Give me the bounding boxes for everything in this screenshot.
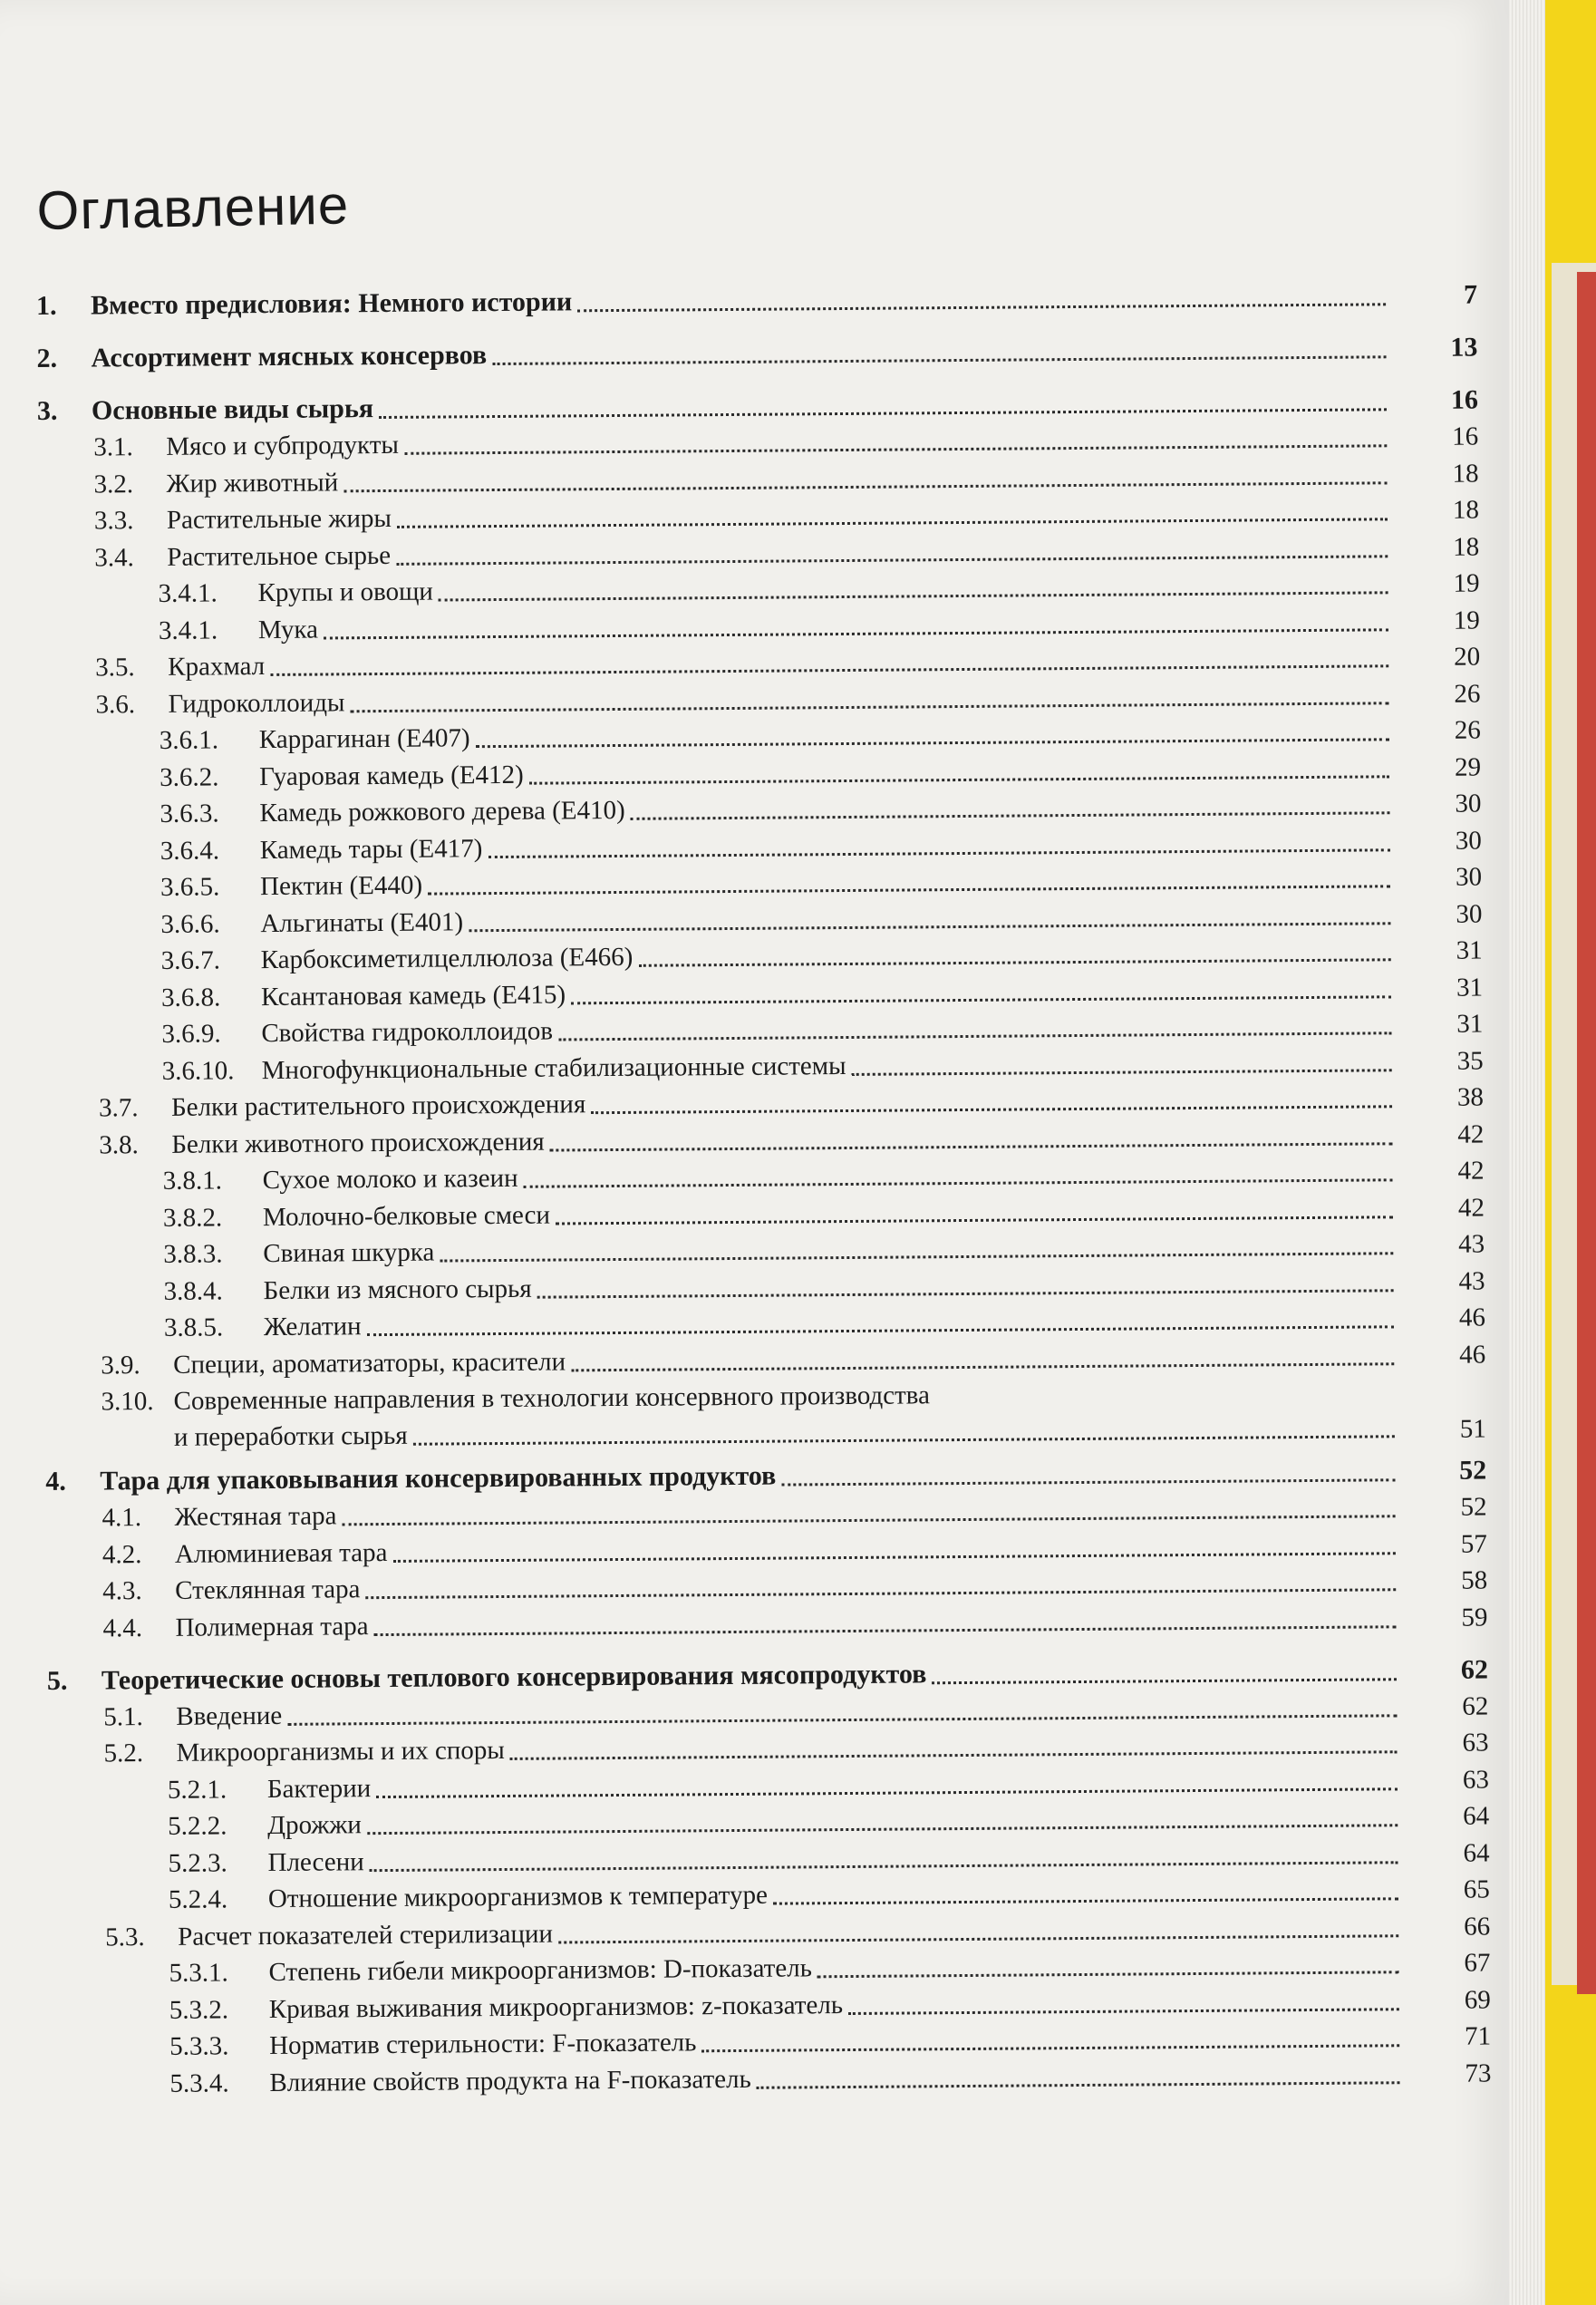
- toc-entry-number: 3.: [36, 395, 58, 426]
- toc-entry-title: Вместо предисловия: Немного истории: [90, 286, 573, 321]
- toc-entry-title: Пектин (Е440): [259, 870, 423, 902]
- dot-leader: [550, 1142, 1393, 1151]
- toc-entry-page-number: 64: [1463, 1801, 1490, 1831]
- toc-entry-title: Многофункциональные стабилизационные системы: [261, 1051, 846, 1085]
- toc-entry-number: 4.3.: [102, 1576, 142, 1606]
- toc-entry-page-number: 65: [1463, 1874, 1490, 1904]
- toc-entry-page-number: 35: [1456, 1045, 1484, 1076]
- dot-leader: [817, 1971, 1399, 1978]
- toc-entry-number: 5.3.1.: [169, 1958, 228, 1988]
- toc-entry-title: Камедь тары (Е417): [259, 833, 483, 865]
- dot-leader: [577, 303, 1386, 312]
- toc-entry-number: 3.5.: [95, 653, 135, 683]
- toc-entry-page-number: 69: [1464, 1984, 1491, 2015]
- toc-entry-page-number: 66: [1464, 1911, 1491, 1942]
- toc-entry-page-number: 57: [1460, 1528, 1487, 1559]
- toc-entry-title: Ассортимент мясных консервов: [91, 340, 488, 373]
- dot-leader: [492, 355, 1386, 365]
- toc-entry-page-number: 62: [1460, 1653, 1489, 1685]
- dot-leader: [370, 1861, 1398, 1872]
- toc-entry-number: 5.3.4.: [169, 2068, 229, 2098]
- toc-entry-number: 3.2.: [93, 469, 134, 499]
- toc-entry-page-number: 18: [1452, 459, 1479, 489]
- toc-entry-number: 3.6.3.: [160, 799, 219, 828]
- toc-entry[interactable]: [36, 330, 1478, 377]
- dot-leader: [757, 2081, 1400, 2089]
- toc-entry-page-number: 13: [1450, 332, 1478, 363]
- dot-leader: [638, 958, 1390, 967]
- toc-entry-number: 3.6.9.: [161, 1019, 221, 1049]
- toc-entry-number: 3.8.: [99, 1129, 139, 1159]
- toc-entry-page-number: 63: [1462, 1728, 1489, 1758]
- toc-entry-number: 4.1.: [102, 1503, 142, 1533]
- dot-leader: [342, 1515, 1395, 1525]
- dot-leader: [397, 518, 1388, 528]
- next-book-stripe: [1577, 272, 1596, 1994]
- dot-leader: [287, 1714, 1397, 1726]
- toc-entry-title: Тара для упаковывания консервированных продуктов: [100, 1460, 777, 1496]
- toc-entry-number: 3.6.5.: [160, 872, 220, 902]
- toc-entry-title: Крахмал: [168, 652, 266, 682]
- dot-leader: [476, 738, 1389, 748]
- toc-entry-title: Свиная шкурка: [263, 1237, 435, 1269]
- toc-entry-number: 5.3.: [105, 1922, 145, 1952]
- toc-entry-number: 5.2.4.: [168, 1884, 228, 1914]
- toc-entry-title: Основные виды сырья: [91, 393, 374, 426]
- dot-leader: [558, 1934, 1398, 1943]
- toc-entry-number: 3.4.: [94, 542, 134, 573]
- toc-entry-page-number: 42: [1457, 1156, 1485, 1186]
- dot-leader: [932, 1678, 1397, 1684]
- dot-leader: [376, 1787, 1398, 1798]
- dot-leader: [537, 1289, 1394, 1298]
- toc-entry-number: 3.6.1.: [159, 725, 219, 755]
- toc-entry-title: Мука: [257, 615, 319, 644]
- toc-entry-page-number: 67: [1464, 1948, 1491, 1978]
- dot-leader: [270, 664, 1388, 676]
- toc-entry-page-number: 18: [1453, 532, 1480, 562]
- toc-entry-title: Крупы и овощи: [257, 576, 434, 608]
- toc-entry-page-number: 29: [1454, 751, 1482, 782]
- toc-entry-number: 5.3.3.: [169, 2031, 229, 2061]
- toc-entry-title: Камедь рожкового дерева (Е410): [259, 795, 625, 828]
- toc-entry-page-number: 43: [1458, 1265, 1485, 1296]
- toc-entry-number: 3.6.4.: [160, 835, 220, 866]
- toc-entry-title: Желатин: [263, 1312, 362, 1342]
- dot-leader: [510, 1750, 1398, 1760]
- toc-entry-title: Расчет показателей стерилизации: [178, 1919, 554, 1952]
- dot-leader: [524, 1178, 1393, 1188]
- toc-entry-title: Бактерии: [266, 1773, 372, 1804]
- toc-entry-title: Сухое молоко и казеин: [262, 1163, 518, 1196]
- toc-entry-number: 1.: [35, 290, 57, 321]
- toc-entry-page-number: 46: [1458, 1303, 1485, 1332]
- toc-entry-number: 4.: [45, 1466, 66, 1496]
- toc-entry-title: Полимерная тара: [175, 1611, 369, 1642]
- toc-entry-number: 5.2.2.: [168, 1811, 227, 1841]
- toc-entry-page-number: 64: [1463, 1837, 1490, 1868]
- toc-entry-number: 3.1.: [93, 432, 133, 462]
- toc-entry-number: 5.2.3.: [168, 1847, 227, 1878]
- toc-entry-page-number: 73: [1465, 2058, 1492, 2088]
- toc-entry-page-number: 19: [1453, 568, 1480, 598]
- dot-leader: [781, 1478, 1395, 1486]
- toc-entry-title: Жестяная тара: [174, 1501, 337, 1532]
- dot-leader: [852, 1069, 1392, 1076]
- toc-entry-title: Ксантановая камедь (Е415): [260, 979, 566, 1012]
- dot-leader: [324, 628, 1388, 639]
- dot-leader: [558, 1031, 1391, 1041]
- toc-entry-title: Дрожжи: [267, 1810, 363, 1841]
- toc-entry-page-number: 30: [1455, 789, 1482, 818]
- toc-entry-title: Альгинаты (Е401): [260, 906, 464, 938]
- toc-entry-title: Молочно-белковые смеси: [262, 1200, 551, 1232]
- dot-leader: [343, 481, 1387, 492]
- toc-entry-title: Белки из мясного сырья: [263, 1274, 532, 1305]
- toc-entry[interactable]: [44, 1373, 1486, 1458]
- toc-entry-page-number: 52: [1460, 1492, 1487, 1522]
- page-title: Оглавление: [36, 174, 350, 241]
- toc-entry-number: 3.8.1.: [162, 1166, 223, 1196]
- toc-entry-number: 3.3.: [93, 506, 134, 536]
- toc-entry-title: Свойства гидроколлоидов: [261, 1016, 554, 1049]
- toc-entry-number: 5.1.: [103, 1701, 143, 1731]
- dot-leader: [571, 1362, 1394, 1371]
- toc-entry-page-number: 30: [1456, 898, 1483, 929]
- toc-entry-page-number: 63: [1462, 1764, 1490, 1795]
- toc-entry-page-number: 31: [1456, 1009, 1484, 1039]
- toc-entry-title: Введение: [176, 1700, 283, 1731]
- toc-entry-title: Кривая выживания микроорганизмов: z-показатель: [268, 1990, 844, 2024]
- toc-entry-number: 5.3.2.: [169, 1994, 229, 2025]
- toc-entry-number: 3.6.7.: [160, 945, 221, 975]
- toc-entry-number: 3.7.: [98, 1093, 139, 1123]
- toc-entry-number: 3.6.6.: [160, 908, 220, 939]
- toc-entry-number: 3.4.1.: [158, 615, 218, 645]
- toc-entry-page-number: 26: [1454, 715, 1481, 745]
- toc-entry-page-number: 52: [1459, 1455, 1487, 1486]
- toc-entry-page-number: 46: [1459, 1339, 1486, 1370]
- toc-entry-number: 3.6.10.: [161, 1055, 235, 1086]
- toc-entry-title: Карбоксиметилцеллюлоза (Е466): [260, 942, 634, 975]
- toc-entry-number: 2.: [36, 343, 58, 373]
- toc-entry-page-number: 42: [1457, 1119, 1485, 1149]
- toc-entry-number: 4.2.: [102, 1539, 142, 1569]
- toc-entry-title: Алюминиевая тара: [174, 1537, 388, 1569]
- toc-entry-page-number: 16: [1452, 421, 1479, 451]
- toc-entry-number: 3.8.4.: [163, 1275, 223, 1306]
- toc-entry-title-continued: и переработки сырья: [173, 1420, 408, 1452]
- dot-leader: [440, 1252, 1393, 1262]
- toc-entry-page-number: 71: [1464, 2021, 1492, 2051]
- toc-entry-page-number: 20: [1454, 642, 1481, 672]
- toc-entry-number: 3.8.5.: [163, 1312, 224, 1342]
- toc-entry-number: 3.8.3.: [163, 1239, 223, 1269]
- toc-entry-title: Степень гибели микроорганизмов: D-показатель: [268, 1953, 813, 1988]
- toc-entry-title: Стеклянная тара: [175, 1574, 361, 1605]
- toc-entry-title: Плесени: [267, 1846, 364, 1877]
- dot-leader: [571, 995, 1391, 1004]
- toc-entry-number: 4.4.: [102, 1613, 143, 1642]
- toc-entry-number: 3.9.: [101, 1350, 140, 1380]
- dot-leader: [367, 1824, 1398, 1835]
- toc-entry-title: Жир животный: [166, 467, 339, 499]
- toc-entry-title: Специи, ароматизаторы, красители: [173, 1346, 566, 1380]
- toc-entry-page-number: 30: [1455, 862, 1483, 892]
- toc-entry-title: Современные направления в технологии консервного производства: [173, 1380, 931, 1416]
- toc-entry-number: 3.4.1.: [158, 578, 218, 608]
- dot-leader: [365, 1588, 1396, 1599]
- toc-entry-page-number: 18: [1452, 495, 1480, 525]
- dot-leader: [367, 1325, 1394, 1336]
- toc-entry-title: Влияние свойств продукта на F-показатель: [269, 2064, 751, 2097]
- toc-entry-title: Белки растительного происхождения: [170, 1090, 586, 1122]
- toc-entry-page-number: 43: [1458, 1229, 1485, 1259]
- dot-leader: [379, 408, 1387, 419]
- toc-entry-number: 3.10.: [101, 1387, 154, 1417]
- dot-leader: [374, 1625, 1397, 1636]
- dot-leader: [529, 775, 1389, 784]
- toc-entry-title: Белки животного происхождения: [171, 1127, 545, 1159]
- toc-entry-page-number: 31: [1456, 935, 1483, 965]
- toc-entry-page-number: 59: [1461, 1602, 1488, 1632]
- dot-leader: [848, 2008, 1399, 2015]
- dot-leader: [631, 811, 1390, 820]
- toc-entry[interactable]: [35, 277, 1478, 324]
- toc-entry-title: Растительное сырье: [167, 540, 392, 572]
- dot-leader: [392, 1552, 1395, 1563]
- toc-entry-title: Гидроколлоиды: [168, 687, 345, 719]
- dot-leader: [773, 1897, 1398, 1904]
- dot-leader: [428, 885, 1390, 895]
- toc-entry-title: Мясо и субпродукты: [166, 430, 400, 461]
- dot-leader: [702, 2044, 1400, 2052]
- toc-entry-title: Растительные жиры: [166, 503, 392, 535]
- toc-entry-page-number: 30: [1455, 825, 1482, 856]
- toc-entry-title: Отношение микроорганизмов к температуре: [267, 1880, 768, 1914]
- toc-entry-number: 3.6.: [95, 689, 136, 719]
- toc-entry-title: Норматив стерильности: F-показатель: [269, 2028, 697, 2061]
- toc-entry-title: Гуаровая камедь (Е412): [259, 760, 524, 791]
- toc-entry-page-number: 42: [1457, 1192, 1485, 1223]
- dot-leader: [413, 1435, 1395, 1446]
- dot-leader: [439, 591, 1388, 601]
- toc-entry-page-number: 16: [1450, 384, 1479, 415]
- toc-entry-number: 3.8.2.: [162, 1202, 223, 1233]
- toc-entry-page-number: 19: [1453, 605, 1480, 635]
- toc-entry-number: 3.6.2.: [160, 761, 219, 792]
- toc-entry-page-number: 26: [1454, 678, 1481, 709]
- toc-entry-page-number: 38: [1456, 1082, 1485, 1112]
- toc-entry-page-number: 62: [1462, 1690, 1489, 1721]
- dot-leader: [556, 1215, 1393, 1225]
- toc-entry-title: Микроорганизмы и их споры: [176, 1735, 505, 1767]
- dot-leader: [350, 702, 1388, 712]
- toc-entry-page-number: 7: [1463, 279, 1478, 310]
- toc-entry-title: Каррагинан (Е407): [258, 723, 470, 755]
- dot-leader: [469, 922, 1390, 932]
- toc-entry-page-number: 51: [1459, 1414, 1486, 1444]
- dot-leader: [404, 444, 1387, 455]
- toc-entry-page-number: 58: [1461, 1565, 1488, 1595]
- dot-leader: [591, 1105, 1392, 1114]
- toc-entry-page-number: 31: [1456, 972, 1484, 1002]
- dot-leader: [488, 848, 1389, 858]
- toc-entry-title: Теоретические основы теплового консервирования мясопродуктов: [101, 1658, 927, 1695]
- toc-entry-number: 5.: [46, 1665, 68, 1696]
- toc-entry-number: 5.2.: [103, 1738, 144, 1768]
- dot-leader: [396, 555, 1388, 566]
- toc-entry-number: 3.6.8.: [160, 982, 221, 1012]
- toc-entry-number: 5.2.1.: [167, 1774, 227, 1805]
